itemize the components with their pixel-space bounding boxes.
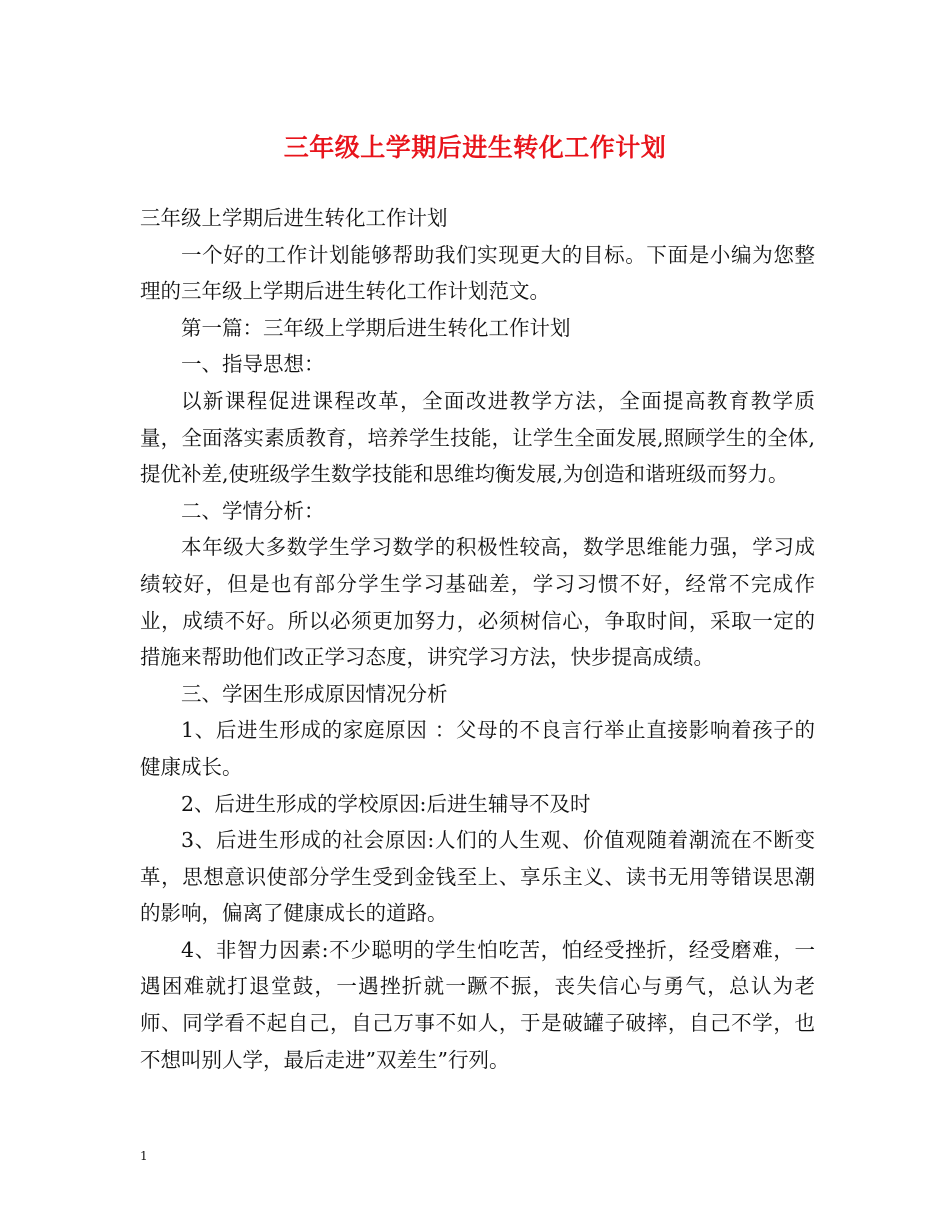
paragraph-guiding-heading: 一、指导思想： bbox=[181, 352, 325, 377]
paragraph-analysis-heading: 二、学情分析： bbox=[181, 498, 325, 523]
paragraph-cause-society: 3、后进生形成的社会原因:人们的人生观、价值观随着潮流在不断变革，思想意识使部分学生受到金钱至上、享乐主义、读书无用等错误思潮的影响，偏离了健康成长的道路。 bbox=[140, 828, 815, 926]
paragraph-cause-non-intellectual: 4、非智力因素:不少聪明的学生怕吃苦，怕经受挫折，经受磨难，一遇困难就打退堂鼓，一遇挫折就一蹶不振，丧失信心与勇气，总认为老师、同学看不起自己，自己万事不如人，于是破罐子破摔，自己不学，也不想叫别人学，最后走进”双差生”行列。 bbox=[140, 937, 815, 1072]
page-number: 1 bbox=[140, 1149, 148, 1163]
document-title: 三年级上学期后进生转化工作计划 bbox=[283, 133, 667, 162]
paragraph-intro: 一个好的工作计划能够帮助我们实现更大的目标。下面是小编为您整理的三年级上学期后进生转化工作计划范文。 bbox=[140, 242, 815, 304]
paragraph-guiding-text: 以新课程促进课程改革，全面改进教学方法，全面提高教育教学质量，全面落实素质教育，培养学生技能，让学生全面发展,照顾学生的全体,提优补差,使班级学生数学技能和思维均衡发展,为创造和谐班级而努力。 bbox=[140, 388, 815, 487]
paragraph-analysis-text: 本年级大多数学生学习数学的积极性较高，数学思维能力强，学习成绩较好，但是也有部分学生学习基础差，学习习惯不好，经常不完成作业，成绩不好。所以必须更加努力，必须树信心，争取时间，采取一定的措施来帮助他们改正学习态度，讲究学习方法，快步提高成绩。 bbox=[140, 535, 815, 670]
paragraph-causes-heading: 三、学困生形成原因情况分析 bbox=[181, 681, 448, 706]
paragraph-heading: 三年级上学期后进生转化工作计划 bbox=[140, 206, 448, 230]
paragraph-cause-school: 2、后进生形成的学校原因:后进生辅导不及时 bbox=[181, 791, 591, 816]
paragraph-cause-family: 1、后进生形成的家庭原因 ：父母的不良言行举止直接影响着孩子的健康成长。 bbox=[140, 718, 815, 779]
paragraph-section-title: 第一篇：三年级上学期后进生转化工作计划 bbox=[181, 315, 571, 340]
document-body bbox=[140, 200, 815, 1078]
